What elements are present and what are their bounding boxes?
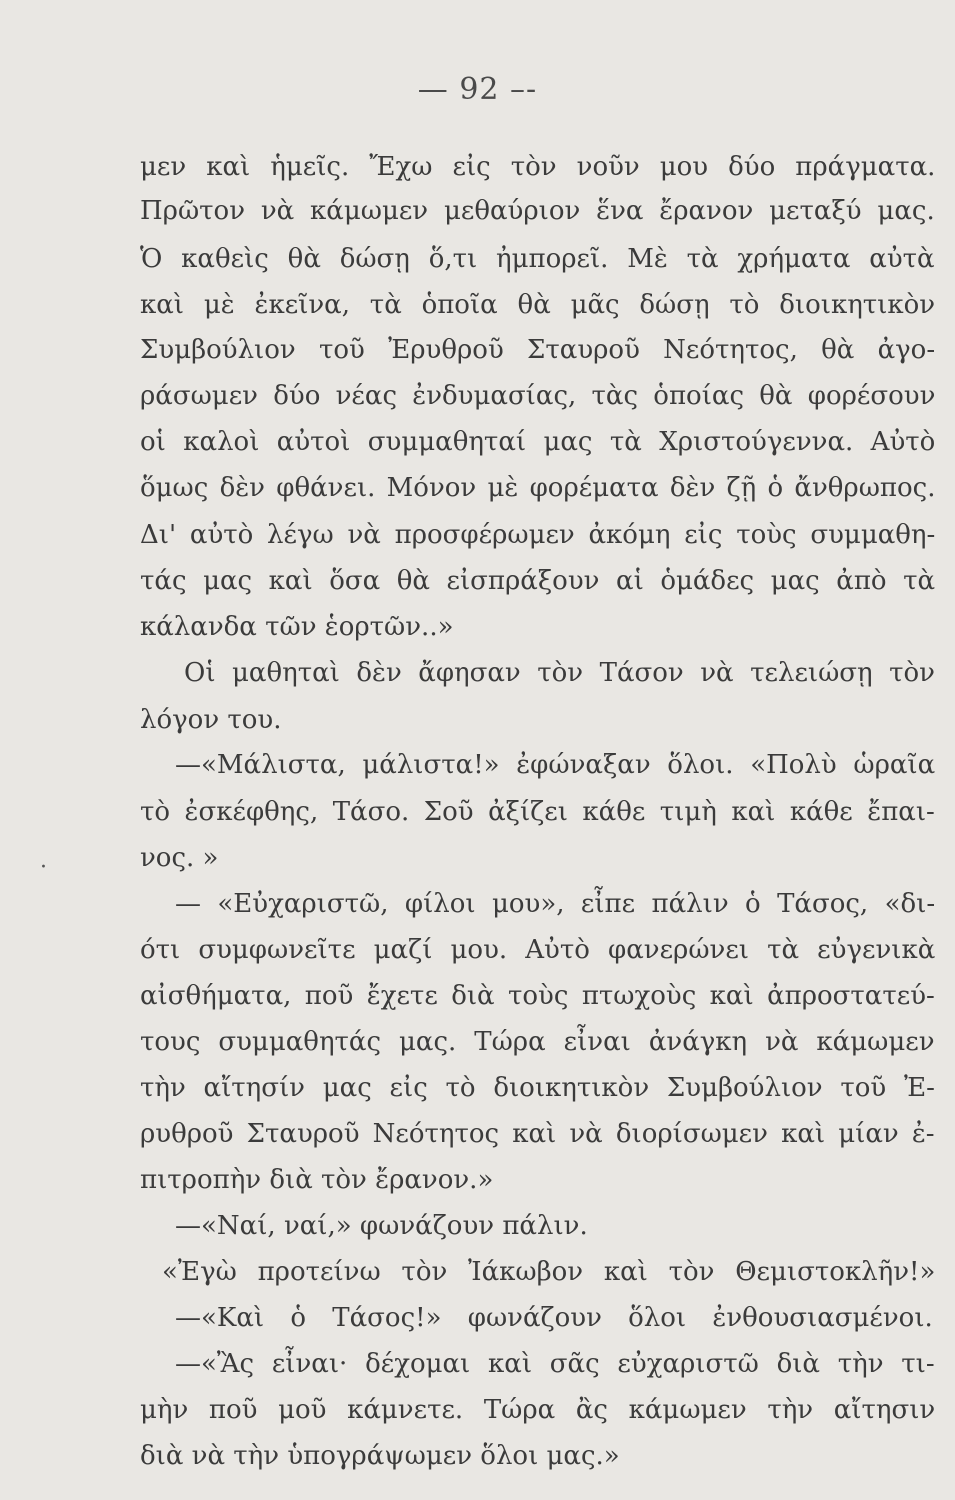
text-line: κάλανδα τῶν ἑορτῶν..» [140, 612, 454, 642]
text-line: καὶ μὲ ἐκεῖνα, τὰ ὁποῖα θὰ μᾶς δώσῃ τὸ διοικητικὸν [140, 290, 936, 320]
text-line: οἱ καλοὶ αὐτοὶ συμμαθηταί μας τὰ Χριστούγεννα. Αὐτὸ [140, 427, 936, 457]
text-line: Πρῶτον νὰ κάμωμεν μεθαύριον ἕνα ἔρανον μεταξύ μας. [140, 196, 935, 226]
text-line: —«Μάλιστα, μάλιστα!» ἐφώναξαν ὅλοι. «Πολὺ ὡραῖα [175, 750, 936, 780]
text-line: μεν καὶ ἡμεῖς. Ἔχω εἰς τὸν νοῦν μου δύο πράγματα. [140, 152, 936, 182]
text-line: τὴν αἴτησίν μας εἰς τὸ διοικητικὸν Συμβούλιον τοῦ Ἐ- [140, 1073, 935, 1103]
text-line: Συμβούλιον τοῦ Ἐρυθροῦ Σταυροῦ Νεότητος, θὰ ἀγο- [140, 335, 936, 365]
text-line: ράσωμεν δύο νέας ἐνδυμασίας, τὰς ὁποίας θὰ φορέσουν [140, 381, 936, 411]
text-line: ρυθροῦ Σταυροῦ Νεότητος καὶ νὰ διορίσωμεν καὶ μίαν ἐ- [140, 1119, 935, 1149]
text-line: αἰσθήματα, ποῦ ἔχετε διὰ τοὺς πτωχοὺς καὶ ἀπροστατεύ- [140, 981, 935, 1011]
text-line: — «Εὐχαριστῶ, φίλοι μου», εἶπε πάλιν ὁ Τάσος, «δι- [175, 889, 936, 919]
text-line: διὰ νὰ τὴν ὑπογράψωμεν ὅλοι μας.» [140, 1441, 620, 1471]
text-line: ότι συμφωνεῖτε μαζί μου. Αὐτὸ φανερώνει τὰ εὐγενικὰ [140, 935, 936, 965]
text-line: Δι' αὐτὸ λέγω νὰ προσφέρωμεν ἀκόμη εἰς τοὺς συμμαθη- [140, 520, 936, 550]
text-line: Οἱ μαθηταὶ δὲν ἄφησαν τὸν Τάσον νὰ τελειώσῃ τὸν [184, 658, 935, 688]
text-line: πιτροπὴν διὰ τὸν ἔρανον.» [140, 1165, 494, 1195]
text-line: «Ἐγὼ προτείνω τὸν Ἰάκωβον καὶ τὸν Θεμιστοκλῆν!» [162, 1257, 936, 1287]
text-line: τάς μας καὶ ὅσα θὰ εἰσπράξουν αἱ ὁμάδες μας ἀπὸ τὰ [140, 566, 936, 596]
stray-mark: · [40, 855, 47, 880]
text-line: —«Καὶ ὁ Τάσος!» φωνάζουν ὅλοι ἐνθουσιασμένοι. [175, 1303, 933, 1333]
text-line: Ὁ καθεὶς θὰ δώσῃ ὅ,τι ἠμπορεῖ. Μὲ τὰ χρήματα αὐτὰ [140, 244, 935, 274]
text-line: λόγον του. [140, 705, 282, 735]
page-number: — 92 –- [417, 72, 538, 107]
text-line: τὸ ἐσκέφθης, Τάσο. Σοῦ ἀξίζει κάθε τιμὴ καὶ κάθε ἔπαι- [140, 797, 935, 827]
text-line: μὴν ποῦ μοῦ κάμνετε. Τώρα ἂς κάμωμεν τὴν αἴτησιν [140, 1395, 936, 1425]
text-line: ὅμως δὲν φθάνει. Μόνον μὲ φορέματα δὲν ζῇ ὁ ἄνθρωπος. [140, 473, 936, 503]
text-line: —«Ναί, ναί,» φωνάζουν πάλιν. [175, 1211, 588, 1241]
text-line: νος. » [140, 843, 219, 873]
text-line: τους συμμαθητάς μας. Τώρα εἶναι ἀνάγκη νὰ κάμωμεν [140, 1027, 935, 1057]
text-line: —«Ἂς εἶναι· δέχομαι καὶ σᾶς εὐχαριστῶ διὰ τὴν τι- [175, 1349, 935, 1379]
